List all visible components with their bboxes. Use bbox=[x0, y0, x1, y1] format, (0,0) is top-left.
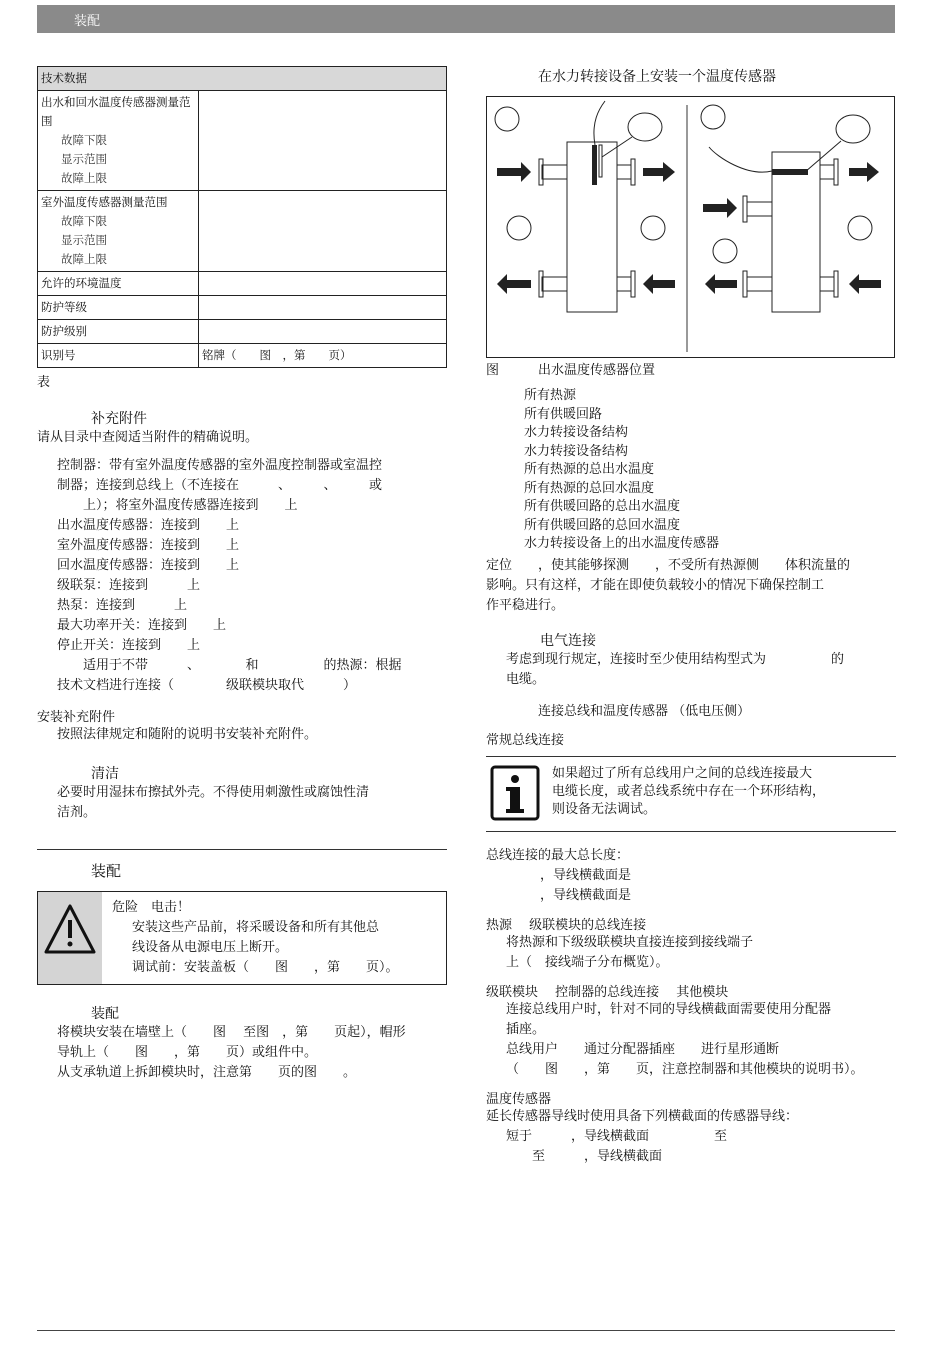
danger-line: 调试前：安装盖板（ 图 ，第 页）。 bbox=[132, 960, 399, 975]
sensor-item: 至 ，导线横截面 bbox=[506, 1148, 663, 1164]
left-column bbox=[37, 66, 447, 1083]
cascade-line: （ 图 ，第 页，注意控制器和其他模块的说明书）。 bbox=[506, 1061, 864, 1077]
list-item: 回水温度传感器：连接到 上 bbox=[57, 558, 240, 573]
cascade-heading: 级联模块 控制器的总线连接 其他模块 bbox=[486, 984, 729, 1000]
danger-subtitle: 电击！ bbox=[151, 900, 191, 915]
list-item: 室外温度传感器：连接到 上 bbox=[57, 538, 240, 553]
hydraulic-figure bbox=[486, 96, 895, 358]
list-item: 热泵：连接到 上 bbox=[57, 598, 188, 613]
info-line: 如果超过了所有总线用户之间的总线连接最大 bbox=[552, 765, 813, 781]
legend-item: 水力转接设备结构 bbox=[524, 425, 629, 440]
row-label: 室外温度传感器测量范围 bbox=[41, 195, 168, 209]
row-sub: 故障下限 bbox=[61, 214, 107, 228]
row-value bbox=[199, 91, 447, 191]
electrical-heading: 电气连接 bbox=[540, 632, 596, 649]
figure-legend bbox=[486, 387, 896, 554]
max-length-item: ，导线横截面是 bbox=[540, 887, 632, 903]
cleaning-heading: 清洁 bbox=[91, 766, 119, 782]
legend-item: 水力转接设备结构 bbox=[524, 443, 629, 459]
info-line: 则设备无法调试。 bbox=[552, 801, 657, 817]
row-label: 识别号 bbox=[38, 344, 199, 368]
section-divider bbox=[37, 849, 447, 850]
cascade-line: 插座。 bbox=[506, 1021, 546, 1037]
cascade-line: 总线用户 通过分配器插座 进行星形通断 bbox=[506, 1041, 780, 1057]
info-line: 电缆长度，或者总线系统中存在一个环形结构， bbox=[552, 783, 826, 799]
row-label: 出水和回水温度传感器测量范围 bbox=[41, 95, 191, 128]
list-item: 出水温度传感器：连接到 上 bbox=[57, 518, 240, 533]
heat-source-heading: 热源 级联模块的总线连接 bbox=[486, 917, 647, 933]
legend-item: 所有热源的总出水温度 bbox=[524, 462, 655, 477]
list-item: 停止开关：连接到 上 bbox=[57, 638, 201, 653]
figure-note: 影响。只有这样，才能在即使负载较小的情况下确保控制工 bbox=[486, 577, 825, 593]
sensor-item: 短于 ，导线横截面 至 bbox=[506, 1128, 728, 1144]
row-sub: 故障上限 bbox=[61, 171, 107, 185]
table-row bbox=[38, 344, 447, 368]
max-length-label: 总线连接的最大总长度： bbox=[486, 847, 630, 863]
cleaning-line: 洁剂。 bbox=[57, 805, 97, 820]
row-sub: 显示范围 bbox=[61, 233, 107, 247]
row-value: 铭牌（ 图 ，第 页） bbox=[199, 344, 447, 368]
list-item: 制器；连接到总线上（不连接在 、 、 或 bbox=[57, 478, 383, 493]
table-title: 技术数据 bbox=[38, 67, 447, 91]
list-item: 上）；将室外温度传感器连接到 上 bbox=[57, 498, 298, 513]
figure-note: 定位 ，使其能够探测 ，不受所有热源侧 体积流量的 bbox=[486, 557, 851, 573]
row-sub: 显示范围 bbox=[61, 152, 107, 166]
electrical-line: 电缆。 bbox=[506, 671, 546, 687]
install-accessories-heading: 安装补充附件 bbox=[37, 710, 116, 725]
figure-title: 在水力转接设备上安装一个温度传感器 bbox=[538, 69, 776, 85]
legend-item: 水力转接设备上的出水温度传感器 bbox=[524, 536, 720, 551]
cleaning-line: 必要时用湿抹布擦拭外壳。不得使用刺激性或腐蚀性清 bbox=[57, 785, 370, 800]
figure-note: 作平稳进行。 bbox=[486, 597, 565, 613]
assembly-sub-heading: 装配 bbox=[91, 1006, 119, 1022]
legend-item: 所有供暖回路的总回水温度 bbox=[524, 517, 681, 533]
assembly-line: 从支承轨道上拆卸模块时，注意第 页的图 。 bbox=[57, 1065, 357, 1080]
tech-data-table bbox=[37, 66, 447, 368]
install-accessories-text: 按照法律规定和随附的说明书安装补充附件。 bbox=[57, 727, 318, 742]
legend-item: 所有热源的总回水温度 bbox=[524, 480, 655, 496]
accessories-list bbox=[37, 456, 447, 696]
list-item: 技术文档进行连接（ 级联模块取代 ） bbox=[57, 678, 357, 693]
sensor-intro: 延长传感器导线时使用具备下列横截面的传感器导线： bbox=[486, 1108, 799, 1124]
assembly-heading: 装配 bbox=[91, 862, 122, 880]
danger-line: 线设备从电源电压上断开。 bbox=[132, 940, 289, 955]
row-sub: 故障下限 bbox=[61, 133, 107, 147]
assembly-line: 将模块安装在墙壁上（ 图 至图 ，第 页起），帽形 bbox=[57, 1025, 406, 1040]
bus-sensor-heading: 连接总线和温度传感器 （低电压侧） bbox=[538, 703, 751, 719]
accessories-heading: 补充附件 bbox=[91, 411, 147, 427]
danger-title: 危险 bbox=[112, 900, 139, 915]
footer-rule bbox=[37, 1330, 895, 1331]
table-row bbox=[38, 91, 447, 191]
right-column bbox=[486, 66, 896, 1167]
heat-source-line: 将热源和下级级联模块直接连接到接线端子 bbox=[506, 934, 754, 950]
header-bar bbox=[37, 5, 895, 33]
danger-warning-box bbox=[37, 891, 447, 985]
row-label: 防护级别 bbox=[38, 320, 199, 344]
sensor-heading: 温度传感器 bbox=[486, 1091, 552, 1107]
table-row bbox=[38, 191, 447, 272]
legend-item: 所有供暖回路的总出水温度 bbox=[524, 499, 681, 514]
legend-item: 所有供暖回路 bbox=[524, 406, 603, 422]
row-sub: 故障上限 bbox=[61, 252, 107, 266]
cascade-line: 连接总线用户时，针对不同的导线横截面需要使用分配器 bbox=[506, 1001, 832, 1017]
legend-item: 所有热源 bbox=[524, 388, 577, 403]
section-label: 装配 bbox=[74, 14, 101, 29]
row-value bbox=[199, 296, 447, 320]
accessories-intro: 请从目录中查阅适当附件的精确说明。 bbox=[37, 430, 259, 445]
row-label: 防护等级 bbox=[38, 296, 199, 320]
list-item: 最大功率开关：连接到 上 bbox=[57, 618, 227, 633]
row-value bbox=[199, 320, 447, 344]
table-caption: 表 bbox=[37, 375, 51, 390]
table-row bbox=[38, 272, 447, 296]
row-value bbox=[199, 191, 447, 272]
danger-line: 安装这些产品前，将采暖设备和所有其他总 bbox=[132, 920, 380, 935]
row-value bbox=[199, 272, 447, 296]
assembly-line: 导轨上（ 图 ，第 页）或组件中。 bbox=[57, 1045, 318, 1060]
electrical-line: 考虑到现行规定，连接时至少使用结构型式为 的 bbox=[506, 651, 845, 667]
info-icon bbox=[490, 765, 540, 821]
info-notice-box bbox=[486, 756, 896, 832]
max-length-item: ，导线横截面是 bbox=[540, 867, 632, 883]
figure-caption: 图 出水温度传感器位置 bbox=[486, 363, 656, 378]
list-item: 适用于不带 、 和 的热源：根据 bbox=[57, 658, 402, 673]
list-item: 级联泵：连接到 上 bbox=[57, 578, 201, 593]
table-row bbox=[38, 320, 447, 344]
bus-heading: 常规总线连接 bbox=[486, 732, 565, 748]
table-row bbox=[38, 296, 447, 320]
row-label: 允许的环境温度 bbox=[38, 272, 199, 296]
warning-triangle-icon bbox=[38, 892, 102, 984]
heat-source-line: 上（ 接线端子分布概览）。 bbox=[506, 954, 669, 970]
list-item: 控制器：带有室外温度传感器的室外温度控制器或室温控 bbox=[57, 458, 383, 473]
